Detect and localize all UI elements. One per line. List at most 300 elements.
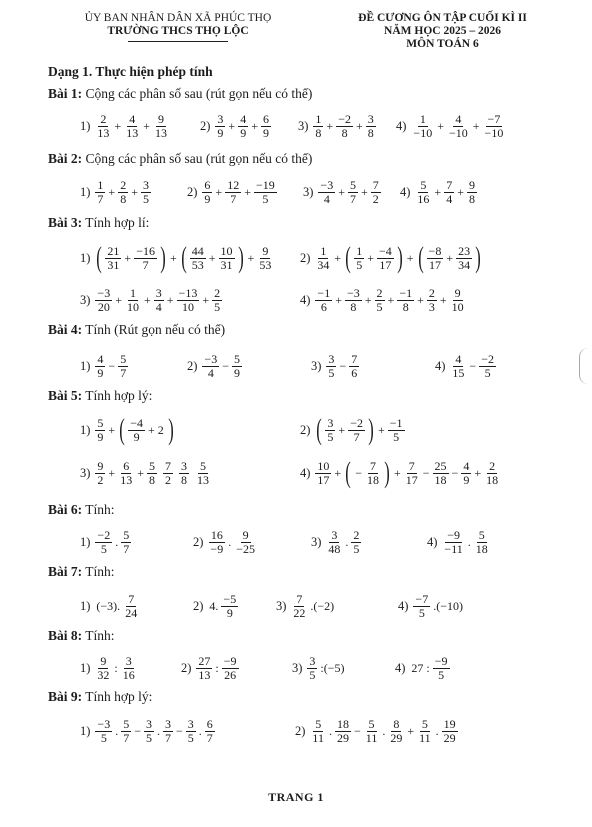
item-number: 1) [80, 250, 91, 265]
operator: 4. [209, 598, 219, 613]
fraction [442, 718, 458, 745]
item-number: 2) [300, 422, 311, 437]
numerator: −7 [487, 111, 501, 126]
fraction [326, 529, 342, 556]
numerator: −9 [434, 653, 448, 668]
item-number: 3) [80, 292, 91, 307]
numerator: 5 [349, 177, 356, 192]
denominator: 5 [309, 667, 316, 682]
denominator: 6 [320, 299, 327, 314]
numerator: 7 [408, 458, 415, 473]
numerator: −19 [255, 177, 275, 192]
numerator: 16 [210, 527, 223, 542]
operator: . [115, 723, 119, 738]
operator: + [407, 723, 415, 738]
exercise-b6-item-1 [80, 522, 132, 562]
operator: . [156, 723, 160, 738]
denominator: 53 [191, 257, 204, 272]
operator: + [355, 118, 363, 133]
numerator: 3 [309, 653, 316, 668]
denominator: 5 [393, 429, 400, 444]
numerator: −3 [97, 716, 111, 731]
operator: + [439, 292, 447, 307]
numerator: −7 [415, 591, 429, 606]
parenthesis: ( [345, 456, 351, 489]
numerator: −3 [97, 285, 111, 300]
fraction [365, 460, 381, 487]
fraction [315, 460, 331, 487]
fraction [179, 460, 189, 487]
denominator: 29 [336, 730, 349, 745]
exercise-b3-item-4 [300, 280, 467, 320]
parenthesis: ) [384, 456, 390, 489]
denominator: 2 [97, 472, 104, 487]
item-number: 2) [181, 660, 192, 675]
exercise-b4-item-4 [435, 346, 497, 386]
fraction [483, 113, 506, 140]
denominator: 5 [187, 730, 194, 745]
denominator: 4 [323, 191, 330, 206]
numerator: 4 [97, 351, 104, 366]
exercise-b8-item-1 [80, 648, 138, 688]
operator: − [469, 358, 477, 373]
denominator: 7 [123, 730, 130, 745]
numerator: 5 [120, 351, 127, 366]
operator: .(−10) [433, 598, 463, 613]
fraction [95, 113, 111, 140]
denominator: 7 [120, 365, 127, 380]
numerator: 5 [233, 351, 240, 366]
denominator: 5 [484, 365, 491, 380]
exercise-b9-item-1 [80, 711, 216, 751]
denominator: 5 [328, 365, 335, 380]
problem-title: Tính: [85, 502, 115, 517]
numerator: 5 [97, 415, 104, 430]
fraction [195, 460, 211, 487]
numerator: 6 [262, 111, 269, 126]
subject: MÔN TOÁN 6 [406, 38, 479, 50]
numerator: 6 [206, 716, 213, 731]
fraction [118, 179, 128, 206]
fraction [219, 245, 235, 272]
problem-label: Bài 4: [48, 322, 83, 337]
fraction [95, 529, 112, 556]
item-number: 1) [80, 598, 91, 613]
item-number: 4) [395, 660, 406, 675]
exercise-b7-item-2 [193, 586, 239, 626]
item-number: 1) [80, 660, 91, 675]
item-number: 3) [303, 184, 314, 199]
denominator: 4 [155, 299, 162, 314]
denominator: 11 [365, 730, 378, 745]
operator: + [437, 118, 444, 133]
numerator: −4 [130, 415, 143, 430]
exercise-b1-item-1 [80, 106, 170, 146]
item-number: 3) [292, 660, 303, 675]
fraction [397, 287, 414, 314]
numerator: 9 [97, 458, 104, 473]
denominator: 17 [405, 472, 418, 487]
parenthesis: ) [160, 241, 166, 274]
numerator: 5 [148, 458, 155, 473]
numerator: 3 [187, 716, 194, 731]
denominator: 9 [233, 365, 240, 380]
fraction [261, 113, 271, 140]
operator: − [353, 723, 361, 738]
problem-3-heading [48, 215, 149, 231]
exercise-b7-item-1 [80, 586, 140, 626]
parenthesis: ) [397, 241, 403, 274]
numerator: 3 [217, 111, 224, 126]
fraction [364, 718, 380, 745]
parenthesis: ( [316, 413, 323, 446]
fraction [315, 287, 332, 314]
operator: + [137, 465, 144, 480]
denominator: 17 [379, 257, 392, 272]
problem-9-heading [48, 689, 152, 705]
operator: + [338, 422, 346, 437]
fraction [325, 417, 335, 444]
fraction [336, 113, 353, 140]
numerator: −1 [399, 285, 413, 300]
fraction [415, 179, 431, 206]
numerator: 7 [164, 458, 171, 473]
problem-title: Tính hợp lí: [85, 215, 150, 230]
denominator: 5 [327, 429, 334, 444]
denominator: 5 [145, 730, 152, 745]
fraction [225, 179, 241, 206]
problem-8-heading [48, 628, 115, 644]
denominator: 13 [120, 472, 133, 487]
item-number: 3) [276, 598, 287, 613]
fraction [163, 718, 173, 745]
denominator: 18 [434, 472, 447, 487]
fraction [348, 417, 365, 444]
numerator: 7 [128, 591, 135, 606]
fraction [123, 593, 139, 620]
denominator: −25 [236, 541, 255, 556]
exercise-b4-item-1 [80, 346, 129, 386]
problem-7-heading [48, 564, 115, 580]
item-number: 3) [311, 534, 322, 549]
item-number: 3) [80, 465, 91, 480]
numerator: 9 [100, 653, 107, 668]
numerator: 5 [368, 716, 375, 731]
scan-margin-mark [579, 348, 588, 384]
denominator: 9 [226, 605, 233, 620]
exercise-b5-item-4 [300, 453, 501, 493]
problem-title: Tính hợp lý: [85, 689, 153, 704]
numerator: 2 [214, 285, 221, 300]
denominator: 7 [97, 191, 104, 206]
denominator: 5 [142, 191, 149, 206]
operator: : [215, 660, 219, 675]
numerator: 3 [328, 351, 335, 366]
operator: + [446, 250, 454, 265]
problem-title: Cộng các phân số sau (rút gọn nếu có thể) [85, 86, 313, 101]
fraction [232, 353, 242, 380]
operator: . [345, 534, 349, 549]
fraction [221, 593, 238, 620]
fraction [202, 179, 212, 206]
problem-4-heading [48, 322, 225, 338]
item-number: 4) [300, 292, 311, 307]
fraction [208, 529, 225, 556]
fraction [315, 245, 331, 272]
fraction [442, 529, 464, 556]
numerator: 2 [428, 285, 435, 300]
fraction [144, 718, 154, 745]
denominator: 5 [100, 541, 107, 556]
denominator: −10 [484, 125, 504, 140]
denominator: 11 [312, 730, 324, 745]
operator: − [339, 358, 347, 373]
denominator: 4 [207, 365, 214, 380]
problem-label: Bài 3: [48, 215, 83, 230]
fraction [479, 353, 496, 380]
exercise-b4-item-3 [311, 346, 360, 386]
denominator: 22 [293, 605, 306, 620]
item-number: 4) [398, 598, 409, 613]
fraction [307, 655, 317, 682]
numerator: 5 [420, 177, 427, 192]
operator: . [198, 723, 202, 738]
operator: + [334, 465, 342, 480]
operator: − [175, 723, 183, 738]
numerator: 7 [446, 177, 453, 192]
operator: + [434, 184, 442, 199]
operator: + [338, 184, 345, 199]
fraction [222, 655, 239, 682]
fraction [349, 353, 359, 380]
denominator: 9 [97, 429, 104, 444]
fraction [141, 179, 151, 206]
numerator: −2 [481, 351, 494, 366]
numerator: 7 [369, 458, 376, 473]
denominator: 8 [148, 472, 155, 487]
numerator: 1 [419, 111, 426, 126]
header-rule [128, 41, 228, 42]
page-footer: TRANG 1 [268, 790, 324, 804]
problem-label: Bài 5: [48, 388, 83, 403]
denominator: 17 [317, 472, 330, 487]
operator: (−3). [96, 598, 121, 613]
fraction [118, 460, 134, 487]
exercise-b3-item-1 [80, 238, 274, 278]
exercise-b3-item-3 [80, 280, 223, 320]
numerator: 4 [455, 351, 462, 366]
denominator: 32 [97, 667, 110, 682]
numerator: 44 [191, 243, 204, 258]
fraction [371, 179, 381, 206]
numerator: −13 [178, 285, 198, 300]
denominator: 8 [315, 125, 322, 140]
problem-label: Bài 1: [48, 86, 83, 101]
denominator: 16 [122, 667, 135, 682]
denominator: 13 [154, 125, 167, 140]
operator: + [364, 292, 372, 307]
fraction [212, 287, 222, 314]
fraction [190, 245, 206, 272]
fraction [95, 718, 112, 745]
fraction [186, 718, 196, 745]
denominator: 8 [341, 125, 348, 140]
denominator: 3 [428, 299, 435, 314]
numerator: −5 [223, 591, 237, 606]
operator: + [474, 465, 482, 480]
numerator: 5 [478, 527, 485, 542]
operator: + [208, 250, 216, 265]
operator: − [134, 723, 141, 738]
numerator: −9 [447, 527, 460, 542]
problem-1-heading [48, 86, 312, 102]
numerator: 1 [129, 285, 136, 300]
numerator: 18 [336, 716, 349, 731]
section-title: Dạng 1. Thực hiện phép tính [48, 64, 213, 79]
exercise-b6-item-4 [427, 522, 491, 562]
numerator: 2 [100, 111, 107, 126]
numerator: 3 [125, 653, 132, 668]
numerator: 4 [455, 111, 462, 126]
denominator: 2 [164, 472, 171, 487]
denominator: 9 [217, 125, 224, 140]
numerator: 9 [157, 111, 164, 126]
fraction [153, 113, 169, 140]
exercise-b7-item-3 [276, 586, 336, 626]
exercise-b8-item-2 [181, 648, 240, 688]
fraction [118, 353, 128, 380]
fraction [450, 353, 466, 380]
operator: + [143, 118, 150, 133]
numerator: 1 [356, 243, 363, 258]
operator: . [435, 723, 439, 738]
school-year: NĂM HỌC 2025 – 2026 [384, 25, 501, 37]
numerator: 5 [315, 716, 322, 731]
denominator: 9 [240, 125, 247, 140]
numerator: 7 [372, 177, 379, 192]
operator: + [131, 184, 138, 199]
denominator: 2 [372, 191, 379, 206]
fraction [95, 287, 112, 314]
problem-label: Bài 8: [48, 628, 83, 643]
numerator: −2 [338, 111, 351, 126]
denominator: 9 [463, 472, 470, 487]
doc-title: ĐỀ CƯƠNG ÔN TẬP CUỐI KÌ II [358, 12, 527, 24]
fraction [95, 179, 105, 206]
denominator: −10 [448, 125, 468, 140]
problem-5-heading [48, 388, 152, 404]
numerator: 5 [123, 527, 130, 542]
numerator: 5 [123, 716, 130, 731]
numerator: 1 [315, 111, 322, 126]
numerator: 2 [353, 527, 360, 542]
denominator: 8 [468, 191, 475, 206]
item-number: 2) [187, 358, 198, 373]
denominator: 10 [126, 299, 139, 314]
numerator: 25 [434, 458, 447, 473]
fraction [257, 245, 273, 272]
operator: . [328, 723, 332, 738]
fraction [450, 287, 466, 314]
denominator: 34 [458, 257, 471, 272]
fraction [95, 655, 111, 682]
problem-title: Tính hợp lý: [85, 388, 153, 403]
fraction [205, 718, 215, 745]
fraction [348, 179, 358, 206]
item-number: 1) [80, 118, 91, 133]
exercise-b2-item-1 [80, 172, 152, 212]
fraction [461, 460, 471, 487]
denominator: 4 [446, 191, 453, 206]
denominator: 17 [428, 257, 441, 272]
operator: + [326, 118, 334, 133]
parenthesis: ( [119, 413, 125, 446]
numerator: 9 [468, 177, 475, 192]
item-number: 2) [193, 534, 204, 549]
parenthesis: ) [237, 241, 244, 274]
fraction [202, 353, 219, 380]
denominator: 9 [97, 365, 104, 380]
numerator: −8 [428, 243, 442, 258]
exercise-b2-item-2 [187, 172, 278, 212]
numerator: 2 [376, 285, 383, 300]
operator: + [406, 250, 414, 265]
fraction [134, 245, 157, 272]
fraction [377, 245, 394, 272]
fraction [427, 287, 437, 314]
denominator: 7 [142, 257, 149, 272]
item-number: 2) [295, 723, 306, 738]
operator: + [387, 292, 395, 307]
numerator: 9 [454, 285, 461, 300]
problem-title: Tính (Rút gọn nếu có thể) [85, 322, 226, 337]
denominator: 31 [107, 257, 120, 272]
exercise-b1-item-2 [200, 106, 272, 146]
numerator: −16 [136, 243, 155, 258]
fraction [105, 245, 121, 272]
operator: :(−5) [320, 660, 345, 675]
numerator: 4 [240, 111, 247, 126]
fraction [433, 655, 450, 682]
denominator: 13 [198, 667, 211, 682]
exercise-b2-item-4 [400, 172, 478, 212]
denominator: 5 [356, 257, 363, 272]
operator: + [115, 292, 122, 307]
item-number: 2) [200, 118, 211, 133]
denominator: 18 [486, 472, 499, 487]
operator: + [377, 422, 385, 437]
denominator: 18 [475, 541, 488, 556]
numerator: 10 [220, 243, 233, 258]
fraction [411, 113, 434, 140]
fraction [474, 529, 490, 556]
denominator: 5 [100, 730, 107, 745]
operator: + [457, 184, 464, 199]
exercise-b5-item-3 [80, 453, 212, 493]
item-number: 2) [187, 184, 198, 199]
denominator: 20 [97, 299, 110, 314]
exercise-b2-item-3 [303, 172, 382, 212]
numerator: 19 [443, 716, 456, 731]
numerator: 12 [227, 177, 240, 192]
fraction [444, 179, 454, 206]
fraction [196, 655, 212, 682]
item-number: 4) [400, 184, 411, 199]
operator: . [228, 534, 232, 549]
fraction [375, 287, 385, 314]
denominator: 16 [417, 191, 430, 206]
numerator: 4 [129, 111, 136, 126]
